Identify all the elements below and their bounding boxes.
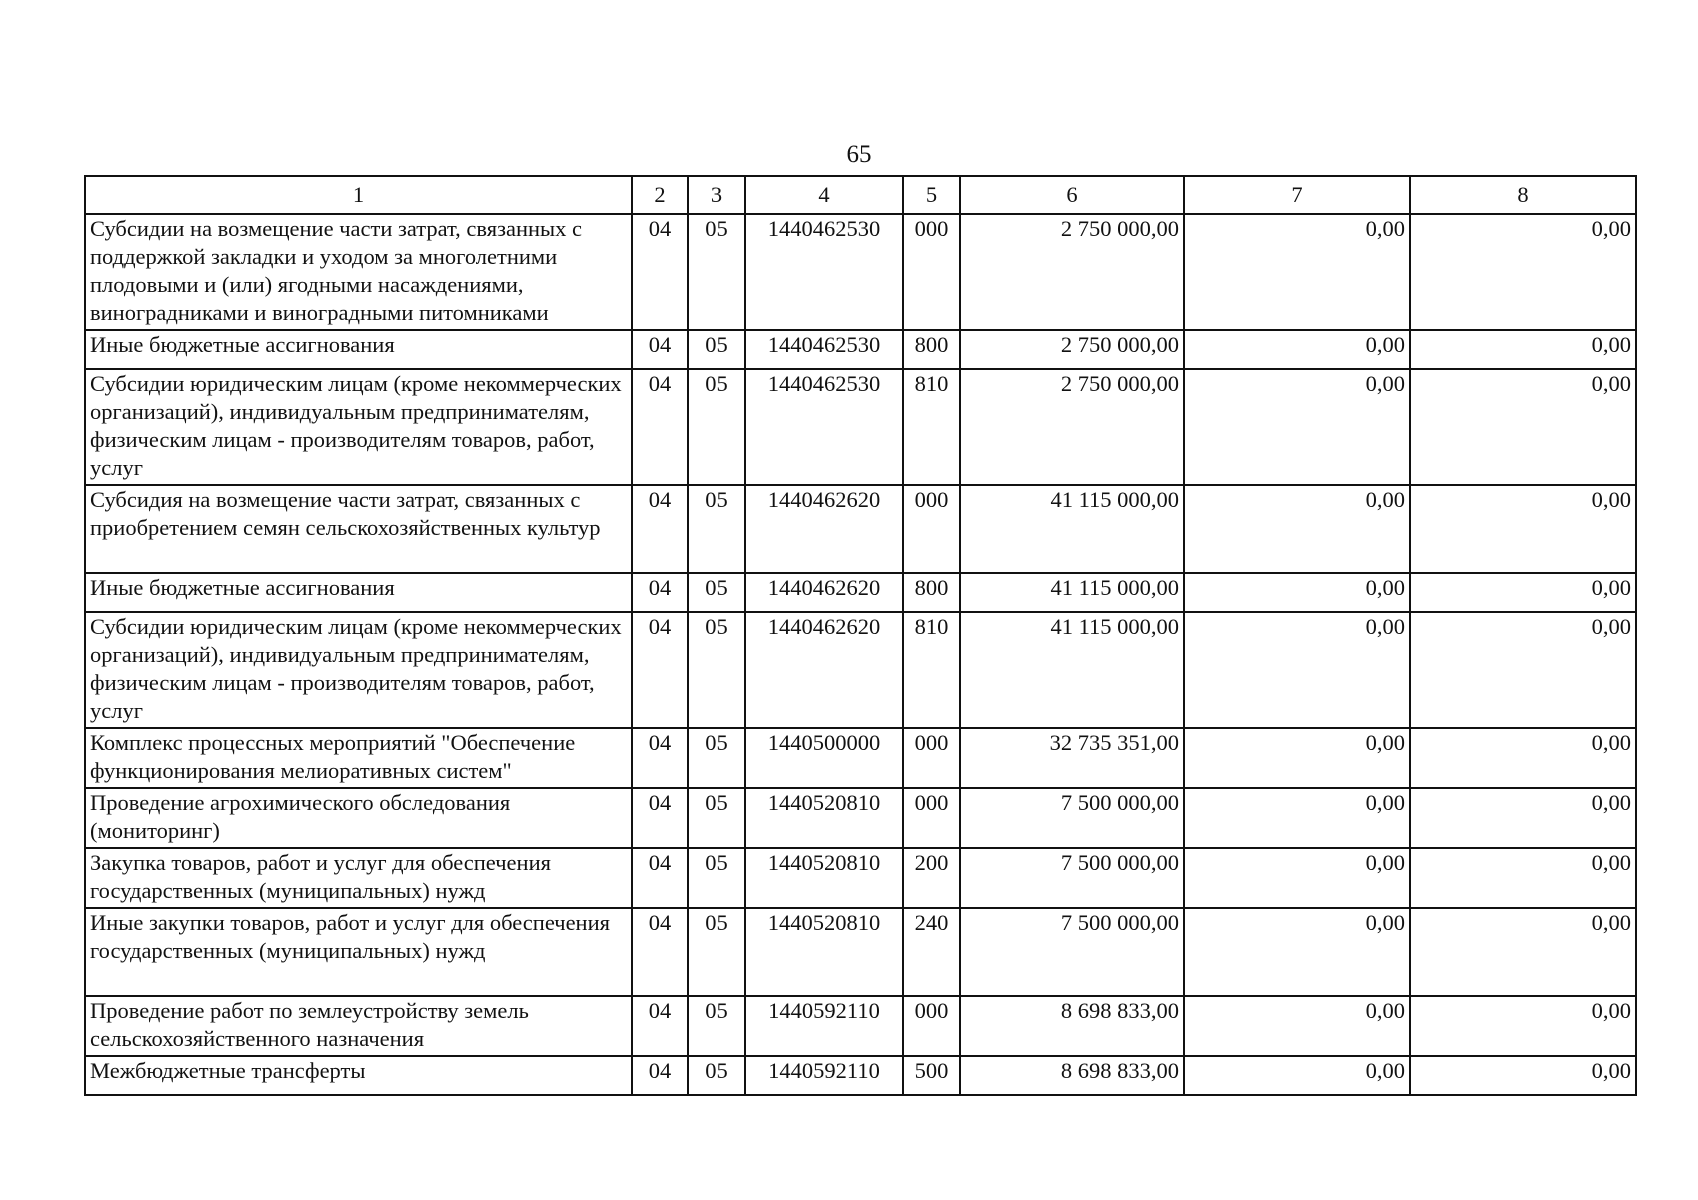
row-name: Проведение агрохимического обследования (мониторинг) — [85, 788, 632, 848]
row-name: Субсидии на возмещение части затрат, связанных с поддержкой закладки и уходом за многолетними плодовыми и (или) ягодными насаждениями, виноградниками и виноградными питомниками — [85, 214, 632, 330]
target-article-code: 1440592110 — [745, 996, 903, 1056]
amount-col6: 41 115 000,00 — [960, 485, 1184, 573]
subsection-code: 05 — [688, 996, 745, 1056]
row-name: Иные бюджетные ассигнования — [85, 330, 632, 369]
target-article-code: 1440462620 — [745, 612, 903, 728]
column-header: 4 — [745, 176, 903, 214]
amount-col8: 0,00 — [1410, 369, 1636, 485]
amount-col6: 2 750 000,00 — [960, 369, 1184, 485]
amount-col7: 0,00 — [1184, 369, 1410, 485]
table-row — [85, 330, 1636, 369]
section-code: 04 — [632, 908, 688, 996]
table-row — [85, 728, 1636, 788]
amount-col7: 0,00 — [1184, 330, 1410, 369]
expense-type-code: 810 — [903, 369, 960, 485]
section-code: 04 — [632, 1056, 688, 1095]
row-name: Межбюджетные трансферты — [85, 1056, 632, 1095]
expense-type-code: 000 — [903, 996, 960, 1056]
amount-col7: 0,00 — [1184, 996, 1410, 1056]
table-row — [85, 485, 1636, 573]
section-code: 04 — [632, 612, 688, 728]
amount-col7: 0,00 — [1184, 908, 1410, 996]
amount-col6: 2 750 000,00 — [960, 330, 1184, 369]
amount-col6: 41 115 000,00 — [960, 612, 1184, 728]
column-header: 2 — [632, 176, 688, 214]
column-header: 6 — [960, 176, 1184, 214]
budget-table — [84, 175, 1637, 1096]
subsection-code: 05 — [688, 908, 745, 996]
amount-col7: 0,00 — [1184, 728, 1410, 788]
expense-type-code: 200 — [903, 848, 960, 908]
column-header: 8 — [1410, 176, 1636, 214]
section-code: 04 — [632, 214, 688, 330]
page-number: 65 — [846, 141, 872, 168]
table-row — [85, 573, 1636, 612]
amount-col6: 41 115 000,00 — [960, 573, 1184, 612]
section-code: 04 — [632, 728, 688, 788]
table-row — [85, 996, 1636, 1056]
amount-col7: 0,00 — [1184, 1056, 1410, 1095]
section-code: 04 — [632, 996, 688, 1056]
table-row — [85, 369, 1636, 485]
amount-col7: 0,00 — [1184, 214, 1410, 330]
table-header-row — [85, 176, 1636, 214]
table-row — [85, 214, 1636, 330]
expense-type-code: 800 — [903, 330, 960, 369]
target-article-code: 1440500000 — [745, 728, 903, 788]
amount-col6: 7 500 000,00 — [960, 908, 1184, 996]
column-header: 7 — [1184, 176, 1410, 214]
target-article-code: 1440462530 — [745, 369, 903, 485]
column-header: 1 — [85, 176, 632, 214]
amount-col8: 0,00 — [1410, 788, 1636, 848]
section-code: 04 — [632, 788, 688, 848]
row-name: Закупка товаров, работ и услуг для обеспечения государственных (муниципальных) нужд — [85, 848, 632, 908]
row-name: Комплекс процессных мероприятий "Обеспечение функционирования мелиоративных систем" — [85, 728, 632, 788]
row-name: Субсидии юридическим лицам (кроме некоммерческих организаций), индивидуальным предпринимателям, физическим лицам - производителям товаров, работ, услуг — [85, 369, 632, 485]
subsection-code: 05 — [688, 728, 745, 788]
amount-col7: 0,00 — [1184, 573, 1410, 612]
table-row — [85, 908, 1636, 996]
table-row — [85, 612, 1636, 728]
section-code: 04 — [632, 330, 688, 369]
target-article-code: 1440462620 — [745, 485, 903, 573]
amount-col6: 8 698 833,00 — [960, 1056, 1184, 1095]
amount-col8: 0,00 — [1410, 728, 1636, 788]
section-code: 04 — [632, 485, 688, 573]
table-row — [85, 1056, 1636, 1095]
amount-col7: 0,00 — [1184, 848, 1410, 908]
subsection-code: 05 — [688, 485, 745, 573]
amount-col8: 0,00 — [1410, 1056, 1636, 1095]
amount-col8: 0,00 — [1410, 908, 1636, 996]
amount-col8: 0,00 — [1410, 330, 1636, 369]
expense-type-code: 000 — [903, 728, 960, 788]
subsection-code: 05 — [688, 330, 745, 369]
target-article-code: 1440592110 — [745, 1056, 903, 1095]
expense-type-code: 000 — [903, 485, 960, 573]
amount-col8: 0,00 — [1410, 848, 1636, 908]
row-name: Субсидии юридическим лицам (кроме некоммерческих организаций), индивидуальным предпринимателям, физическим лицам - производителям товаров, работ, услуг — [85, 612, 632, 728]
expense-type-code: 000 — [903, 214, 960, 330]
target-article-code: 1440520810 — [745, 908, 903, 996]
amount-col6: 32 735 351,00 — [960, 728, 1184, 788]
amount-col8: 0,00 — [1410, 573, 1636, 612]
subsection-code: 05 — [688, 848, 745, 908]
column-header: 3 — [688, 176, 745, 214]
table-row — [85, 788, 1636, 848]
expense-type-code: 000 — [903, 788, 960, 848]
amount-col8: 0,00 — [1410, 996, 1636, 1056]
amount-col6: 7 500 000,00 — [960, 848, 1184, 908]
subsection-code: 05 — [688, 788, 745, 848]
row-name: Иные бюджетные ассигнования — [85, 573, 632, 612]
section-code: 04 — [632, 573, 688, 612]
section-code: 04 — [632, 369, 688, 485]
amount-col7: 0,00 — [1184, 485, 1410, 573]
amount-col8: 0,00 — [1410, 612, 1636, 728]
expense-type-code: 810 — [903, 612, 960, 728]
expense-type-code: 500 — [903, 1056, 960, 1095]
amount-col6: 7 500 000,00 — [960, 788, 1184, 848]
subsection-code: 05 — [688, 214, 745, 330]
section-code: 04 — [632, 848, 688, 908]
target-article-code: 1440520810 — [745, 848, 903, 908]
target-article-code: 1440520810 — [745, 788, 903, 848]
amount-col7: 0,00 — [1184, 788, 1410, 848]
row-name: Субсидия на возмещение части затрат, связанных с приобретением семян сельскохозяйственных культур — [85, 485, 632, 573]
expense-type-code: 240 — [903, 908, 960, 996]
expense-type-code: 800 — [903, 573, 960, 612]
column-header: 5 — [903, 176, 960, 214]
subsection-code: 05 — [688, 612, 745, 728]
target-article-code: 1440462530 — [745, 214, 903, 330]
table-row — [85, 848, 1636, 908]
row-name: Иные закупки товаров, работ и услуг для обеспечения государственных (муниципальных) нужд — [85, 908, 632, 996]
subsection-code: 05 — [688, 369, 745, 485]
target-article-code: 1440462530 — [745, 330, 903, 369]
target-article-code: 1440462620 — [745, 573, 903, 612]
amount-col6: 8 698 833,00 — [960, 996, 1184, 1056]
amount-col7: 0,00 — [1184, 612, 1410, 728]
amount-col8: 0,00 — [1410, 485, 1636, 573]
amount-col8: 0,00 — [1410, 214, 1636, 330]
amount-col6: 2 750 000,00 — [960, 214, 1184, 330]
subsection-code: 05 — [688, 573, 745, 612]
subsection-code: 05 — [688, 1056, 745, 1095]
row-name: Проведение работ по землеустройству земель сельскохозяйственного назначения — [85, 996, 632, 1056]
